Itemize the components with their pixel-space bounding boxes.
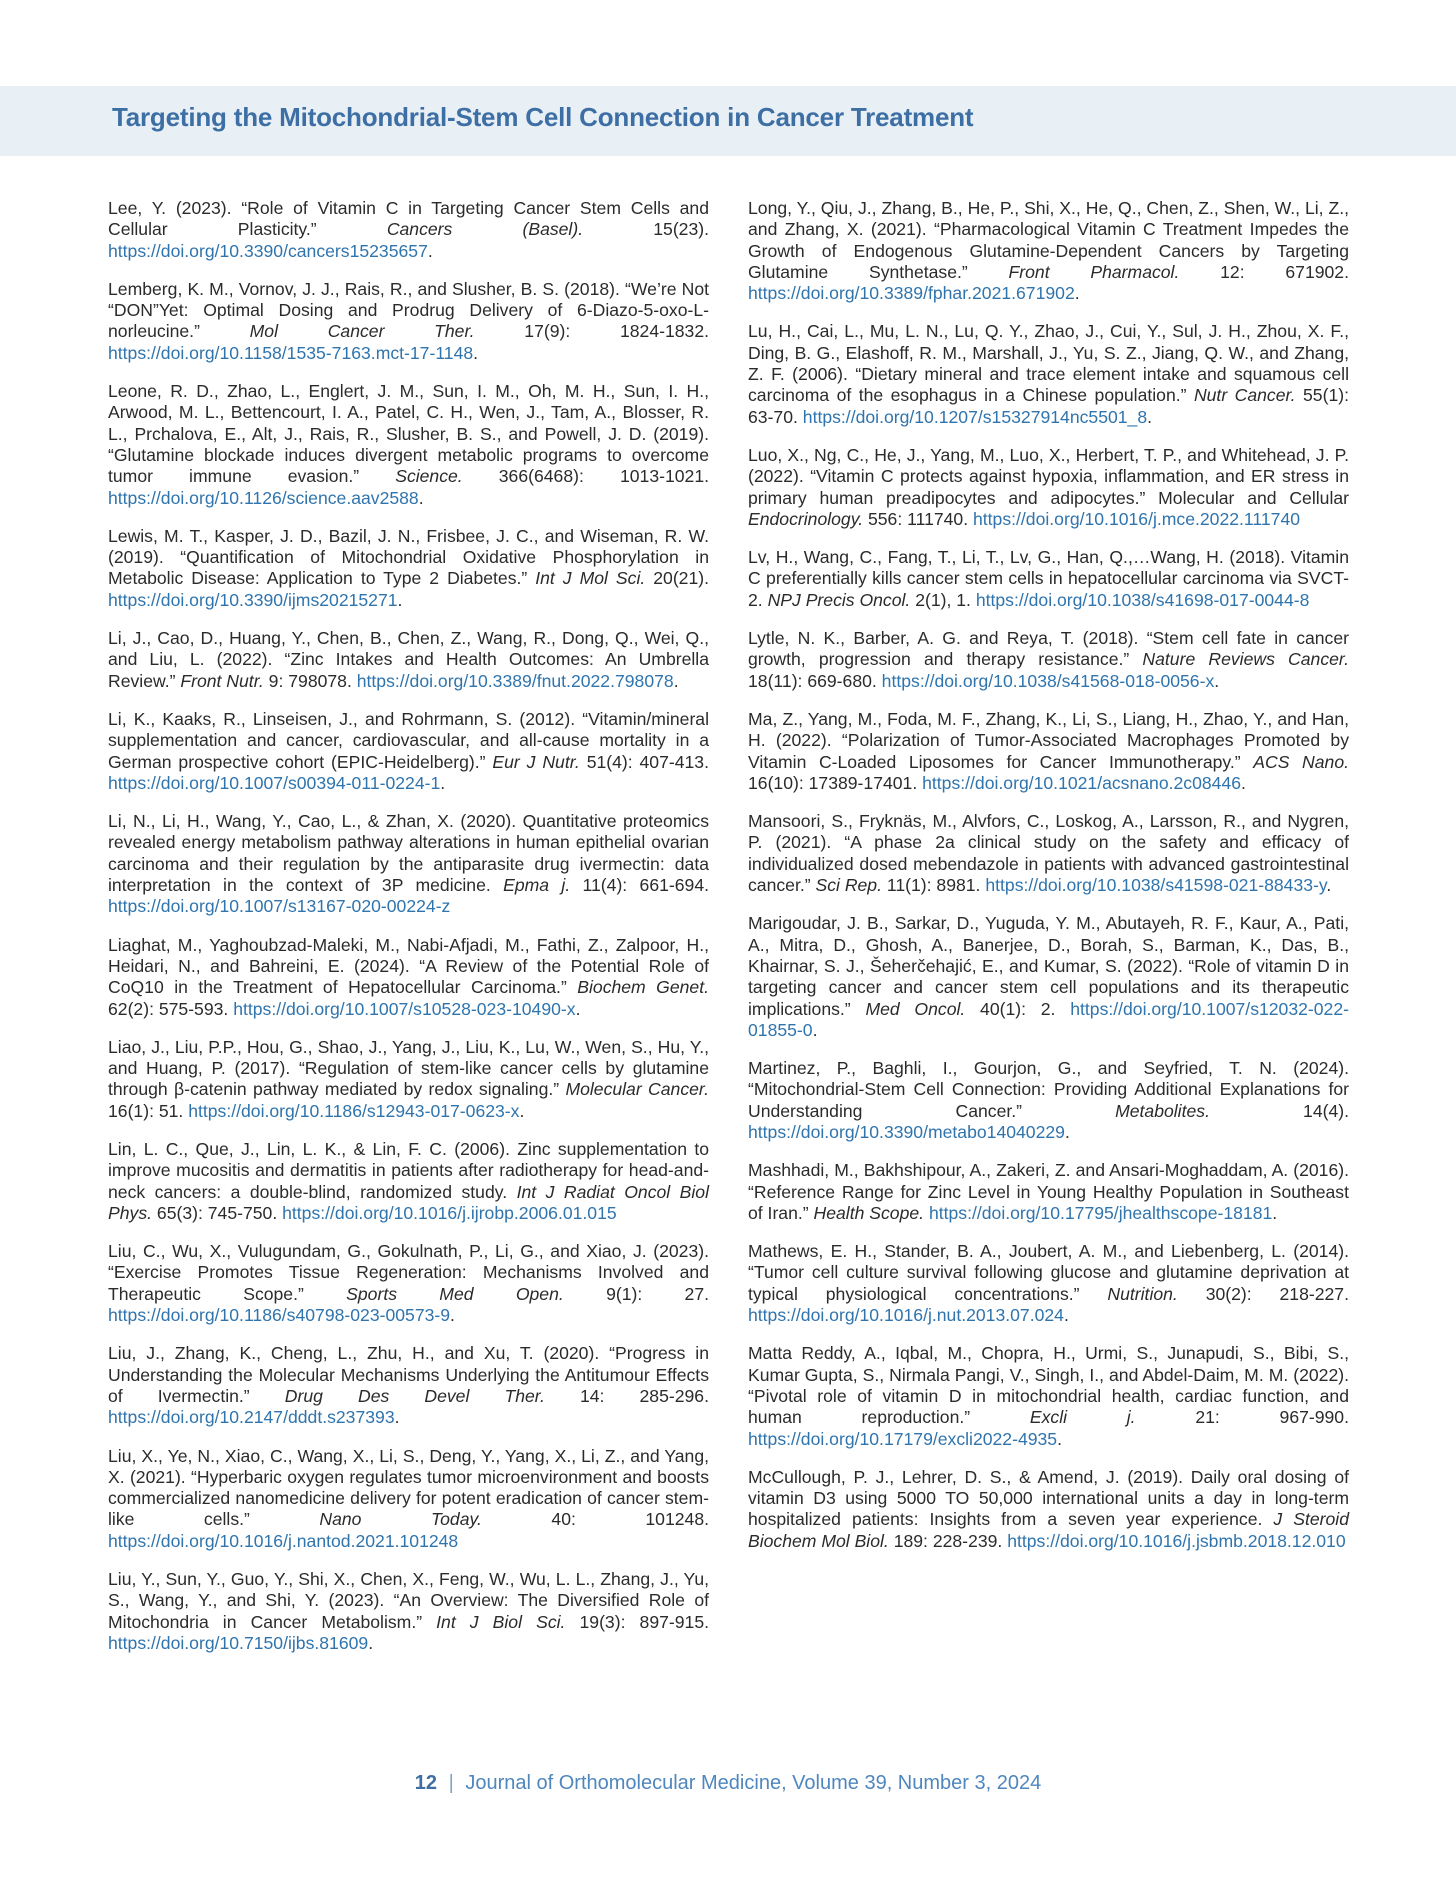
reference-entry [108,381,709,509]
reference-text: Mathews, E. H., Stander, B. A., Joubert, A. M., and Liebenberg, L. (2014). “Tumor cell culture survival following glucose and glutamine deprivation at typical physiological concentrations.” [748,1241,1349,1304]
reference-end-punctuation: . [1241,772,1246,793]
journal-name: Biochem Genet. [577,977,709,998]
citation-details: 18(11): 669-680. [748,670,882,691]
doi-link[interactable]: https://doi.org/10.3389/fphar.2021.671902 [748,283,1075,304]
reference-text: Mansoori, S., Fryknäs, M., Alvfors, C., Loskog, A., Larsson, R., and Nygren, P. (2021). “A phase 2a clinical study on the safety and efficacy of individualized dosed mebendazole in patients with advanced gastrointestinal cancer.” [748,811,1349,896]
citation-details: 65(3): 745-750. [152,1202,283,1223]
doi-link[interactable]: https://doi.org/10.1186/s40798-023-00573-9 [108,1305,451,1326]
reference-entry [108,1569,709,1654]
doi-link[interactable]: https://doi.org/10.1158/1535-7163.mct-17-1148 [108,342,474,363]
citation-details: 12: 671902. [1179,261,1349,282]
reference-text: Leone, R. D., Zhao, L., Englert, J. M., Sun, I. M., Oh, M. H., Sun, I. H., Arwood, M. L., Bettencourt, I. A., Patel, C. H., Wen, J., Tam, A., Blosser, R. L., Prchalova, E., Alt, J., Rais, R., Slusher, B. S., and Powell, J. D. (2019). “Glutamine blockade induces divergent metabolic programs to overcome tumor immune evasion.” [108,381,709,487]
reference-text: Marigoudar, J. B., Sarkar, D., Yuguda, Y. M., Abutayeh, R. F., Kaur, A., Pati, A., Mitra, D., Ghosh, A., Banerjee, D., Borah, S., Barman, K., Das, B., Khairnar, S. J., Šeherčehajić, E., and Kumar, S. (2022). “Role of vitamin D in targeting cancer and cancer stem cell populations and its therapeutic implications.” [748,913,1349,1019]
journal-name: Nutr Cancer. [1193,385,1296,406]
doi-link[interactable]: https://doi.org/10.1186/s12943-017-0623-x [188,1100,520,1121]
journal-name: Int J Mol Sci. [535,568,646,589]
citation-details: 15(23). [583,219,709,240]
citation-details: 20(21). [645,568,709,589]
reference-entry [748,1160,1349,1224]
reference-entry [748,445,1349,530]
doi-link[interactable]: https://doi.org/10.17179/excli2022-4935 [748,1428,1058,1449]
reference-entry [108,709,709,794]
journal-name: Int J Biol Sci. [436,1611,566,1632]
reference-text: Li, N., Li, H., Wang, Y., Cao, L., & Zhan, X. (2020). Quantitative proteomics revealed energy metabolism pathway alterations in human epithelial ovarian carcinoma and their regulation by the antiparasite drug ivermectin: data interpretation in the context of 3P medicine. [108,811,709,896]
reference-text: Lee, Y. (2023). “Role of Vitamin C in Targeting Cancer Stem Cells and Cellular Plasticity.” [108,198,709,240]
journal-name: Excli j. [1029,1407,1136,1428]
reference-text: Li, K., Kaaks, R., Linseisen, J., and Rohrmann, S. (2012). “Vitamin/mineral supplementation and cancer, cardiovascular, and all-cause mortality in a German prospective cohort (EPIC-Heidelberg).” [108,708,709,772]
doi-link[interactable]: https://doi.org/10.1007/s13167-020-00224-z [108,896,451,917]
reference-entry [108,1241,709,1326]
citation-details: 17(9): 1824-1832. [474,321,709,342]
reference-text: Lemberg, K. M., Vornov, J. J., Rais, R., and Slusher, B. S. (2018). “We’re Not “DON”Yet: Optimal Dosing and Prodrug Delivery of 6-Diazo-5-oxo-L-norleucine.” [108,278,709,342]
journal-name: Sports Med Open. [346,1283,564,1304]
citation-details: 14(4). [1209,1100,1349,1121]
journal-name: Metabolites. [1115,1100,1210,1121]
doi-link[interactable]: https://doi.org/10.17795/jhealthscope-18181 [928,1202,1273,1223]
reference-end-punctuation: . [575,998,581,1019]
page-footer [0,1772,1456,1795]
journal-name: Med Oncol. [865,998,966,1019]
journal-name: Cancers (Basel). [386,219,584,240]
journal-name: Front Nutr. [180,670,264,691]
journal-name: Science. [395,466,463,487]
journal-name: Molecular Cancer. [565,1079,709,1100]
reference-text: Lv, H., Wang, C., Fang, T., Li, T., Lv, G., Han, Q.,…Wang, H. (2018). Vitamin C preferentially kills cancer stem cells in hepatocellular carcinoma via SVCT-2. [748,547,1349,610]
doi-link[interactable]: https://doi.org/10.1126/science.aav2588 [108,487,419,508]
doi-link[interactable]: https://doi.org/10.7150/ijbs.81609 [108,1632,369,1653]
reference-entry [748,1058,1349,1143]
reference-entry [748,547,1349,611]
page-number: 12 [414,1772,438,1794]
doi-link[interactable]: https://doi.org/10.3390/cancers15235657 [108,240,428,261]
reference-end-punctuation: . [473,342,479,363]
reference-end-punctuation: . [394,1407,400,1428]
reference-end-punctuation: . [1272,1202,1278,1223]
citation-details: 30(2): 218-227. [1177,1283,1349,1304]
reference-end-punctuation: . [519,1100,525,1121]
journal-name: Nature Reviews Cancer. [1142,649,1349,670]
reference-entry [108,279,709,364]
reference-entry [748,321,1349,427]
reference-text: Liu, C., Wu, X., Vulugundam, G., Gokulnath, P., Li, G., and Xiao, J. (2023). “Exercise Promotes Tissue Regeneration: Mechanisms Involved and Therapeutic Scope.” [108,1241,709,1304]
reference-entry [748,1467,1349,1552]
reference-end-punctuation: . [1214,670,1220,691]
citation-details: 19(3): 897-915. [565,1611,709,1632]
reference-text: Li, J., Cao, D., Huang, Y., Chen, B., Chen, Z., Wang, R., Dong, Q., Wei, Q., and Liu, L. (2022). “Zinc Intakes and Health Outcomes: An Umbrella Review.” [108,628,709,691]
citation-details: 55(1): 63-70. [748,385,1349,427]
reference-end-punctuation: . [440,772,446,793]
reference-text: Martinez, P., Baghli, I., Gourjon, G., and Seyfried, T. N. (2024). “Mitochondrial-Stem Cell Connection: Providing Additional Explanations for Understanding Cancer.” [748,1058,1349,1121]
reference-end-punctuation: . [673,670,679,691]
reference-text: Matta Reddy, A., Iqbal, M., Chopra, H., Urmi, S., Junapudi, S., Bibi, S., Kumar Gupta, S., Nirmala Pangi, V., Singh, I., and Abdel-Daim, M. M. (2022). “Pivotal role of vitamin D in mitochondrial health, cardiac function, and human reproduction.” [748,1343,1349,1428]
reference-text: Mashhadi, M., Bakhshipour, A., Zakeri, Z. and Ansari-Moghaddam, A. (2016). “Reference Range for Zinc Level in Young Healthy Population in Southeast of Iran.” [748,1160,1349,1223]
journal-name: Endocrinology. [748,508,864,529]
citation-details: 11(1): 8981. [881,875,986,896]
citation-details: 62(2): 575-593. [108,998,234,1019]
reference-end-punctuation: . [1147,406,1153,427]
doi-link[interactable]: https://doi.org/10.3390/metabo14040229 [748,1121,1065,1142]
journal-name: Epma j. [503,875,571,896]
doi-link[interactable]: https://doi.org/10.2147/dddt.s237393 [108,1407,395,1428]
doi-link[interactable]: https://doi.org/10.1016/j.ijrobp.2006.01.015 [282,1202,617,1223]
doi-link[interactable]: https://doi.org/10.1038/s41698-017-0044-8 [975,589,1310,610]
reference-entry [108,1139,709,1224]
journal-name: Front Pharmacol. [1008,261,1180,282]
journal-name: Mol Cancer Ther. [249,321,475,342]
reference-text: Long, Y., Qiu, J., Zhang, B., He, P., Shi, X., He, Q., Chen, Z., Shen, W., Li, Z., and Zhang, X. (2021). “Pharmacological Vitamin C Treatment Impedes the Growth of Endogenous Glutamine-Dependent Cancers by Targeting Glutamine Synthetase.” [748,198,1349,282]
journal-info: Journal of Orthomolecular Medicine, Volume 39, Number 3, 2024 [465,1772,1042,1794]
reference-end-punctuation: . [1326,875,1332,896]
reference-text: Lytle, N. K., Barber, A. G. and Reya, T. (2018). “Stem cell fate in cancer growth, progression and therapy resistance.” [748,628,1349,670]
citation-details: 2(1), 1. [910,589,976,610]
citation-details: 14: 285-296. [544,1385,709,1406]
citation-details: 189: 228-239. [888,1530,1008,1551]
reference-entry [108,1446,709,1552]
reference-text: Liaghat, M., Yaghoubzad-Maleki, M., Nabi-Afjadi, M., Fathi, Z., Zalpoor, H., Heidari, N., and Bahreini, E. (2024). “A Review of the Potential Role of CoQ10 in the Treatment of Hepatocellular Carcinoma.” [108,934,709,998]
reference-entry [108,1037,709,1122]
reference-entry [748,811,1349,896]
reference-text: Liu, Y., Sun, Y., Guo, Y., Shi, X., Chen, X., Feng, W., Wu, L. L., Zhang, J., Yu, S., Wang, Y., and Shi, Y. (2023). “An Overview: The Diversified Role of Mitochondria in Cancer Metabolism.” [108,1569,709,1632]
journal-name: ACS Nano. [1253,751,1349,772]
reference-text: Liao, J., Liu, P.P., Hou, G., Shao, J., Yang, J., Liu, K., Lu, W., Wen, S., Hu, Y., and Huang, P. (2017). “Regulation of stem-like cancer cells by glutamine through β-catenin pathway mediated by redox signaling.” [108,1036,709,1100]
reference-end-punctuation: . [450,1305,455,1326]
doi-link[interactable]: https://doi.org/10.1007/s00394-011-0224-1 [108,772,441,793]
reference-entry [748,628,1349,692]
journal-name: Eur J Nutr. [492,751,580,772]
citation-details: 9(1): 27. [563,1283,709,1304]
doi-link[interactable]: https://doi.org/10.1007/s10528-023-10490-x [233,998,576,1019]
doi-link[interactable]: https://doi.org/10.1007/s12032-022-01855-0 [748,998,1349,1040]
reference-entry [108,628,709,692]
citation-details: 556: 111740. [863,508,973,529]
doi-link[interactable]: https://doi.org/10.3389/fnut.2022.798078 [356,670,674,691]
reference-entry [748,1343,1349,1449]
reference-end-punctuation: . [1064,1121,1070,1142]
references-right-column [748,198,1349,1569]
citation-details: 16(10): 17389-17401. [748,772,923,793]
reference-end-punctuation: . [1057,1428,1062,1449]
doi-link[interactable]: https://doi.org/10.1021/acsnano.2c08446 [922,772,1242,793]
reference-text: Lewis, M. T., Kasper, J. D., Bazil, J. N., Frisbee, J. C., and Wiseman, R. W. (2019). “Quantification of Mitochondrial Oxidative Phosphorylation in Metabolic Disease: Application to Type 2 Diabetes.” [108,525,709,589]
reference-text: Lu, H., Cai, L., Mu, L. N., Lu, Q. Y., Zhao, J., Cui, Y., Sul, J. H., Zhou, X. F., Ding, B. G., Elashoff, R. M., Marshall, J., Yu, S. Z., Jiang, Q. W., and Zhang, Z. F. (2006). “Dietary mineral and trace element intake and squamous cell carcinoma of the esophagus in a Chinese population.” [748,321,1349,406]
journal-name: Int J Radiat Oncol Biol Phys. [108,1181,709,1223]
reference-end-punctuation: . [1063,1305,1069,1326]
citation-details: 40(1): 2. [965,998,1071,1019]
citation-details: 51(4): 407-413. [579,751,709,772]
journal-name: Sci Rep. [815,875,882,896]
citation-details: 11(4): 661-694. [570,875,709,896]
reference-text: Lin, L. C., Que, J., Lin, L. K., & Lin, F. C. (2006). Zinc supplementation to improve mucositis and dermatitis in patients after radiotherapy for head-and-neck cancers: a double-blind, randomized study. [108,1138,709,1202]
doi-link[interactable]: https://doi.org/10.1038/s41598-021-88433-y [985,875,1327,896]
references-left-column [108,198,709,1671]
footer-separator: | [448,1772,454,1794]
reference-end-punctuation: . [812,1019,818,1040]
citation-details: 9: 798078. [263,670,357,691]
citation-details: 16(1): 51. [108,1100,189,1121]
journal-name: Nutrition. [1107,1283,1178,1304]
reference-text: Ma, Z., Yang, M., Foda, M. F., Zhang, K., Li, S., Liang, H., Zhao, Y., and Han, H. (2022). “Polarization of Tumor-Associated Macrophages Promoted by Vitamin C-Loaded Liposomes for Cancer Immunotherapy.” [748,708,1349,772]
reference-entry [108,1343,709,1428]
doi-link[interactable]: https://doi.org/10.1016/j.mce.2022.111740 [973,508,1301,529]
citation-details: 366(6468): 1013-1021. [462,466,709,487]
journal-name: Nano Today. [319,1509,482,1530]
reference-entry [748,1241,1349,1326]
reference-entry [748,198,1349,304]
journal-name: J Steroid Biochem Mol Biol. [748,1509,1349,1551]
page-title: Targeting the Mitochondrial-Stem Cell Connection in Cancer Treatment [112,102,974,132]
reference-end-punctuation: . [397,589,403,610]
reference-end-punctuation: . [368,1632,374,1653]
journal-name: Drug Des Devel Ther. [284,1385,545,1406]
reference-entry [748,913,1349,1041]
reference-text: Liu, X., Ye, N., Xiao, C., Wang, X., Li, S., Deng, Y., Yang, X., Li, Z., and Yang, X. (2021). “Hyperbaric oxygen regulates tumor microenvironment and boosts commercialized nanomedicine delivery for potent eradication of cancer stem-like cells.” [108,1445,709,1530]
reference-entry [108,526,709,611]
journal-name: Health Scope. [813,1202,925,1223]
citation-details: 21: 967-990. [1135,1407,1349,1428]
doi-link[interactable]: https://doi.org/10.1038/s41568-018-0056-x [881,670,1215,691]
reference-entry [108,198,709,262]
reference-end-punctuation: . [1074,283,1080,304]
doi-link[interactable]: https://doi.org/10.1016/j.nantod.2021.101248 [108,1530,459,1551]
reference-text: Liu, J., Zhang, K., Cheng, L., Zhu, H., and Xu, T. (2020). “Progress in Understanding the Molecular Mechanisms Underlying the Antitumour Effects of Ivermectin.” [108,1343,709,1406]
reference-entry [108,811,709,917]
reference-entry [748,709,1349,794]
citation-details: 40: 101248. [481,1509,709,1530]
doi-link[interactable]: https://doi.org/10.1016/j.nut.2013.07.024 [748,1305,1064,1326]
reference-text: McCullough, P. J., Lehrer, D. S., & Amend, J. (2019). Daily oral dosing of vitamin D3 using 5000 TO 50,000 international units a day in long-term hospitalized patients: Insights from a seven year experience. [748,1466,1349,1530]
reference-end-punctuation: . [418,487,424,508]
reference-entry [108,935,709,1020]
doi-link[interactable]: https://doi.org/10.3390/ijms20215271 [108,589,398,610]
journal-name: NPJ Precis Oncol. [767,589,911,610]
reference-end-punctuation: . [427,240,433,261]
doi-link[interactable]: https://doi.org/10.1207/s15327914nc5501_8 [802,406,1148,427]
reference-text: Luo, X., Ng, C., He, J., Yang, M., Luo, X., Herbert, T. P., and Whitehead, J. P. (2022). “Vitamin C protects against hypoxia, inflammation, and ER stress in primary human preadipocytes and adipocytes.” Molecular and Cellular [748,444,1349,508]
doi-link[interactable]: https://doi.org/10.1016/j.jsbmb.2018.12.010 [1007,1530,1346,1551]
